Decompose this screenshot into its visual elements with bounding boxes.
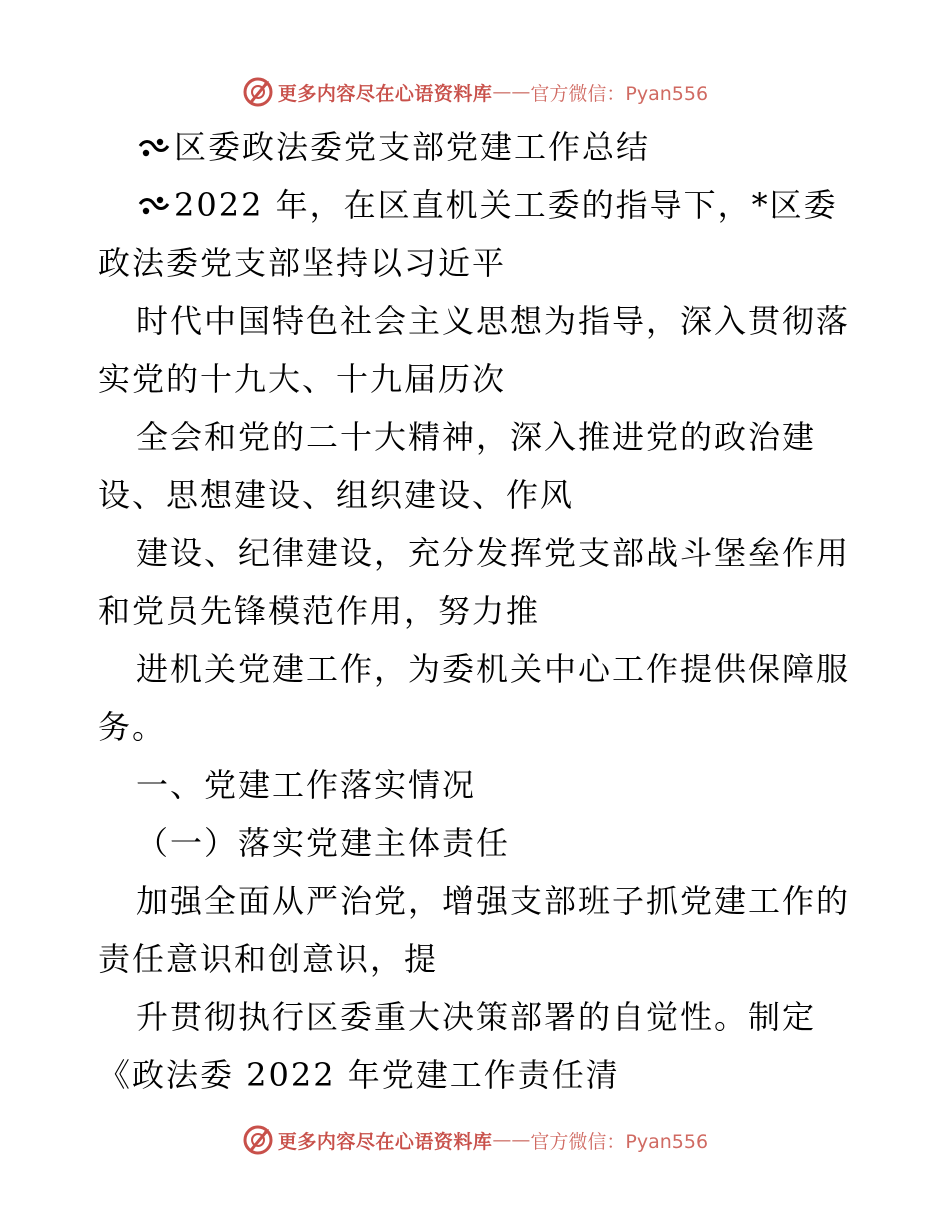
watermark-main-text: 更多内容尽在心语资料库 (277, 1130, 493, 1153)
watermark-logo-icon (242, 76, 274, 108)
paragraph-line: 《政法委 2022 年党建工作责任清 (98, 1056, 620, 1094)
watermark-main-text: 更多内容尽在心语资料库 (277, 82, 493, 105)
ornament-bullet-icon (136, 194, 172, 218)
paragraph-line: 政法委党支部坚持以习近平 (98, 244, 507, 282)
ornament-bullet-icon (136, 136, 172, 160)
paragraph-line: 实党的十九大、十九届历次 (98, 360, 507, 398)
paragraph-line: 全会和党的二十大精神，深入推进党的政治建 (136, 418, 817, 456)
paragraph-line (136, 185, 838, 225)
paragraph-line: 设、思想建设、组织建设、作风 (98, 476, 575, 514)
paragraph-line: 时代中国特色社会主义思想为指导，深入贯彻落 (136, 302, 851, 340)
paragraph-line: 务。 (98, 708, 167, 746)
section-heading: 一、党建工作落实情况 (136, 766, 477, 804)
paragraph-line-text: 2022 年，在区直机关工委的指导下，*区委 (174, 186, 838, 224)
watermark-logo-icon (242, 1124, 274, 1156)
watermark-separator: —— (492, 81, 531, 103)
watermark-wechat-text: 官方微信：Pyan556 (530, 82, 709, 105)
watermark-header (0, 72, 950, 112)
paragraph-line: 进机关党建工作，为委机关中心工作提供保障服 (136, 650, 851, 688)
paragraph-line: 责任意识和创意识，提 (98, 940, 439, 978)
paragraph-line: 建设、纪律建设，充分发挥党支部战斗堡垒作用 (136, 534, 851, 572)
watermark-footer (0, 1120, 950, 1160)
watermark-separator: —— (492, 1129, 531, 1151)
document-title: 区委政法委党支部党建工作总结 (174, 128, 651, 166)
document-title-line (136, 127, 650, 167)
paragraph-line: 加强全面从严治党，增强支部班子抓党建工作的 (136, 882, 851, 920)
watermark-wechat-text: 官方微信：Pyan556 (530, 1130, 709, 1153)
subsection-heading: （一）落实党建主体责任 (136, 824, 511, 862)
paragraph-line: 升贯彻执行区委重大决策部署的自觉性。制定 (136, 998, 817, 1036)
paragraph-line: 和党员先锋模范作用，努力推 (98, 592, 541, 630)
